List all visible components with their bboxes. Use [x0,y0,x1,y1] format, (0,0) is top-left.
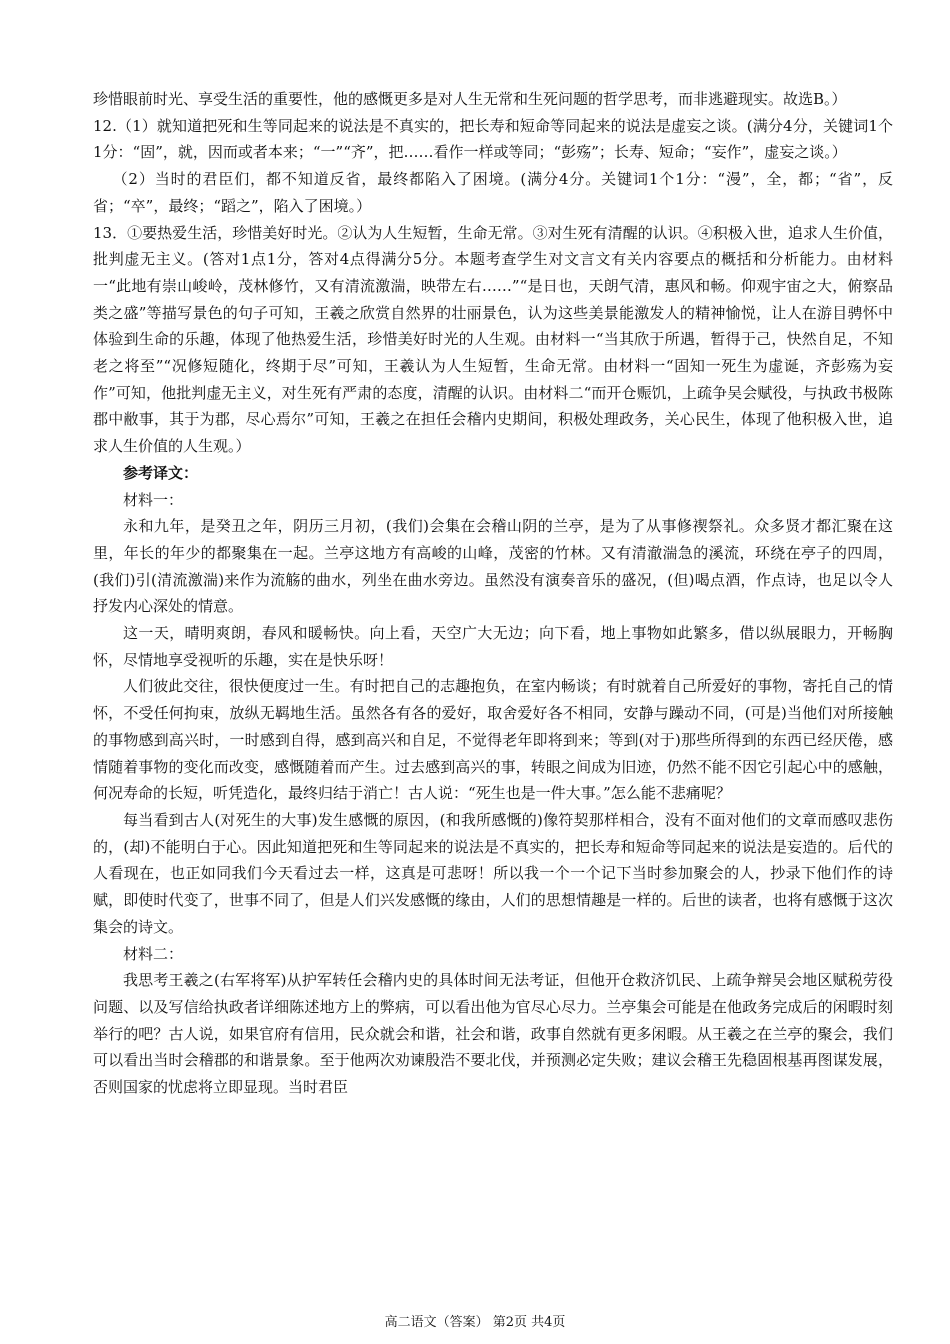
translation-heading: 参考译文： [123,463,199,482]
answer-13: 13．①要热爱生活，珍惜美好时光。②认为人生短暂，生命无常。③对生死有清醒的认识。④积极入世，追求人生价值，批判虚无主义。(答对1点1分，答对4点得满分5分。本题考查学生对文言文有关内容要点的概括和分析能力。由材料一“此地有崇山峻岭，茂林修竹，又有清流激湍，映带左右……”“是日也，天朗气清，惠风和畅。仰观宇宙之大，俯察品类之盛”等描写景色的句子可知，王羲之欣赏自然界的壮丽景色，认为这些美景能激发人的精神愉悦，让人在游目骋怀中体验到生命的乐趣，体现了他热爱生活，珍惜美好时光的人生观。由材料一“当其欣于所遇，暂得于己，快然自足，不知老之将至”“况修短随化，终期于尽”可知，王羲认为人生短暂，生命无常。由材料一“固知一死生为虚诞，齐彭殇为妄作”可知，他批判虚无主义，对生死有严肃的态度，清醒的认识。由材料二“而开仓赈饥，上疏争吴会赋役，与执政书极陈郡中敝事，其于为郡，尽心焉尔”可知，王羲之在担任会稽内史期间，积极处理政务，关心民生，体现了他积极入世，追求人生价值的人生观。） [93,223,893,456]
translation-paragraph: 永和九年，是癸丑之年，阴历三月初，(我们)会集在会稽山阴的兰亭，是为了从事修禊祭礼。众多贤才都汇聚在这里，年长的年少的都聚集在一起。兰亭这地方有高峻的山峰，茂密的竹林。又有清澈湍急的溪流，环绕在亭子的四周，(我们)引(清流激湍)来作为流觞的曲水，列坐在曲水旁边。虽然没有演奏音乐的盛况，(但)喝点酒，作点诗，也足以令人抒发内心深处的情意。 [93,517,893,616]
page-body [93,86,893,1101]
translation-paragraph: 每当看到古人(对死生的大事)发生感慨的原因，(和我所感慨的)像符契那样相合，没有不面对他们的文章而感叹悲伤的，(却)不能明白于心。因此知道把死和生等同起来的说法是不真实的，把长寿和短命等同起来的说法是妄造的。后代的人看现在，也正如同我们今天看过去一样，这真是可悲呀！所以我一个一个记下当时参加聚会的人，抄录下他们作的诗赋，即使时代变了，世事不同了，但是人们兴发感慨的缘由，人们的思想情趣是一样的。后世的读者，也将有感慨于这次集会的诗文。 [93,810,893,936]
material-two-heading: 材料二： [123,944,184,963]
translation-paragraph: 人们彼此交往，很快便度过一生。有时把自己的志趣抱负，在室内畅谈；有时就着自己所爱好的事物，寄托自己的情怀，不受任何拘束，放纵无羁地生活。虽然各有各的爱好，取舍爱好各不相同，安静与躁动不同，(可是)当他们对所接触的事物感到高兴时，一时感到自得，感到高兴和自足，不觉得老年即将到来；等到(对于)那些所得到的东西已经厌倦，感情随着事物的变化而改变，感慨随着而产生。过去感到高兴的事，转眼之间成为旧迹，仍然不能不因它引起心中的感触，何况寿命的长短，听凭造化，最终归结于消亡！古人说：“死生也是一件大事。”怎么能不悲痛呢？ [93,677,893,803]
answer-12-part1: 12.（1）就知道把死和生等同起来的说法是不真实的，把长寿和短命等同起来的说法是虚妄之谈。(满分4分，关键词1个1分：“固”，就，因而或者本来；“一”“齐”，把……看作一样或等同；“彭殇”；长寿、短命；“妄作”，虚妄之谈。） [93,116,893,162]
material-one-heading: 材料一： [123,490,184,509]
page-footer: 高二语文（答案） 第2页 共4页 [384,1315,566,1330]
translation-paragraph: 这一天，晴明爽朗，春风和暖畅快。向上看，天空广大无边；向下看，地上事物如此繁多，借以纵展眼力，开畅胸怀，尽情地享受视听的乐趣，实在是快乐呀！ [93,624,893,669]
translation-paragraph: 我思考王羲之(右军将军)从护军转任会稽内史的具体时间无法考证，但他开仓救济饥民、上疏争辩吴会地区赋税劳役问题、以及写信给执政者详细陈述地方上的弊病，可以看出他为官尽心尽力。兰亭集会可能是在他政务完成后的闲暇时刻举行的吧？古人说，如果官府有信用，民众就会和谐，社会和谐，政事自然就有更多闲暇。从王羲之在兰亭的聚会，我们可以看出当时会稽郡的和谐景象。至于他两次劝谏殷浩不要北伐，并预测必定失败；建议会稽王先稳固根基再图谋发展，否则国家的忧虑将立即显现。当时君臣 [93,971,893,1097]
answer-11-end: 珍惜眼前时光、享受生活的重要性，他的感慨更多是对人生无常和生死问题的哲学思考，而非逃避现实。故选B。） [93,90,847,108]
answer-12-part2: （2）当时的君臣们，都不知道反省，最终都陷入了困境。(满分4分。关键词1个1分：“漫”，全，都；“省”，反省；“卒”，最终；“蹈之”，陷入了困境。） [93,170,893,215]
